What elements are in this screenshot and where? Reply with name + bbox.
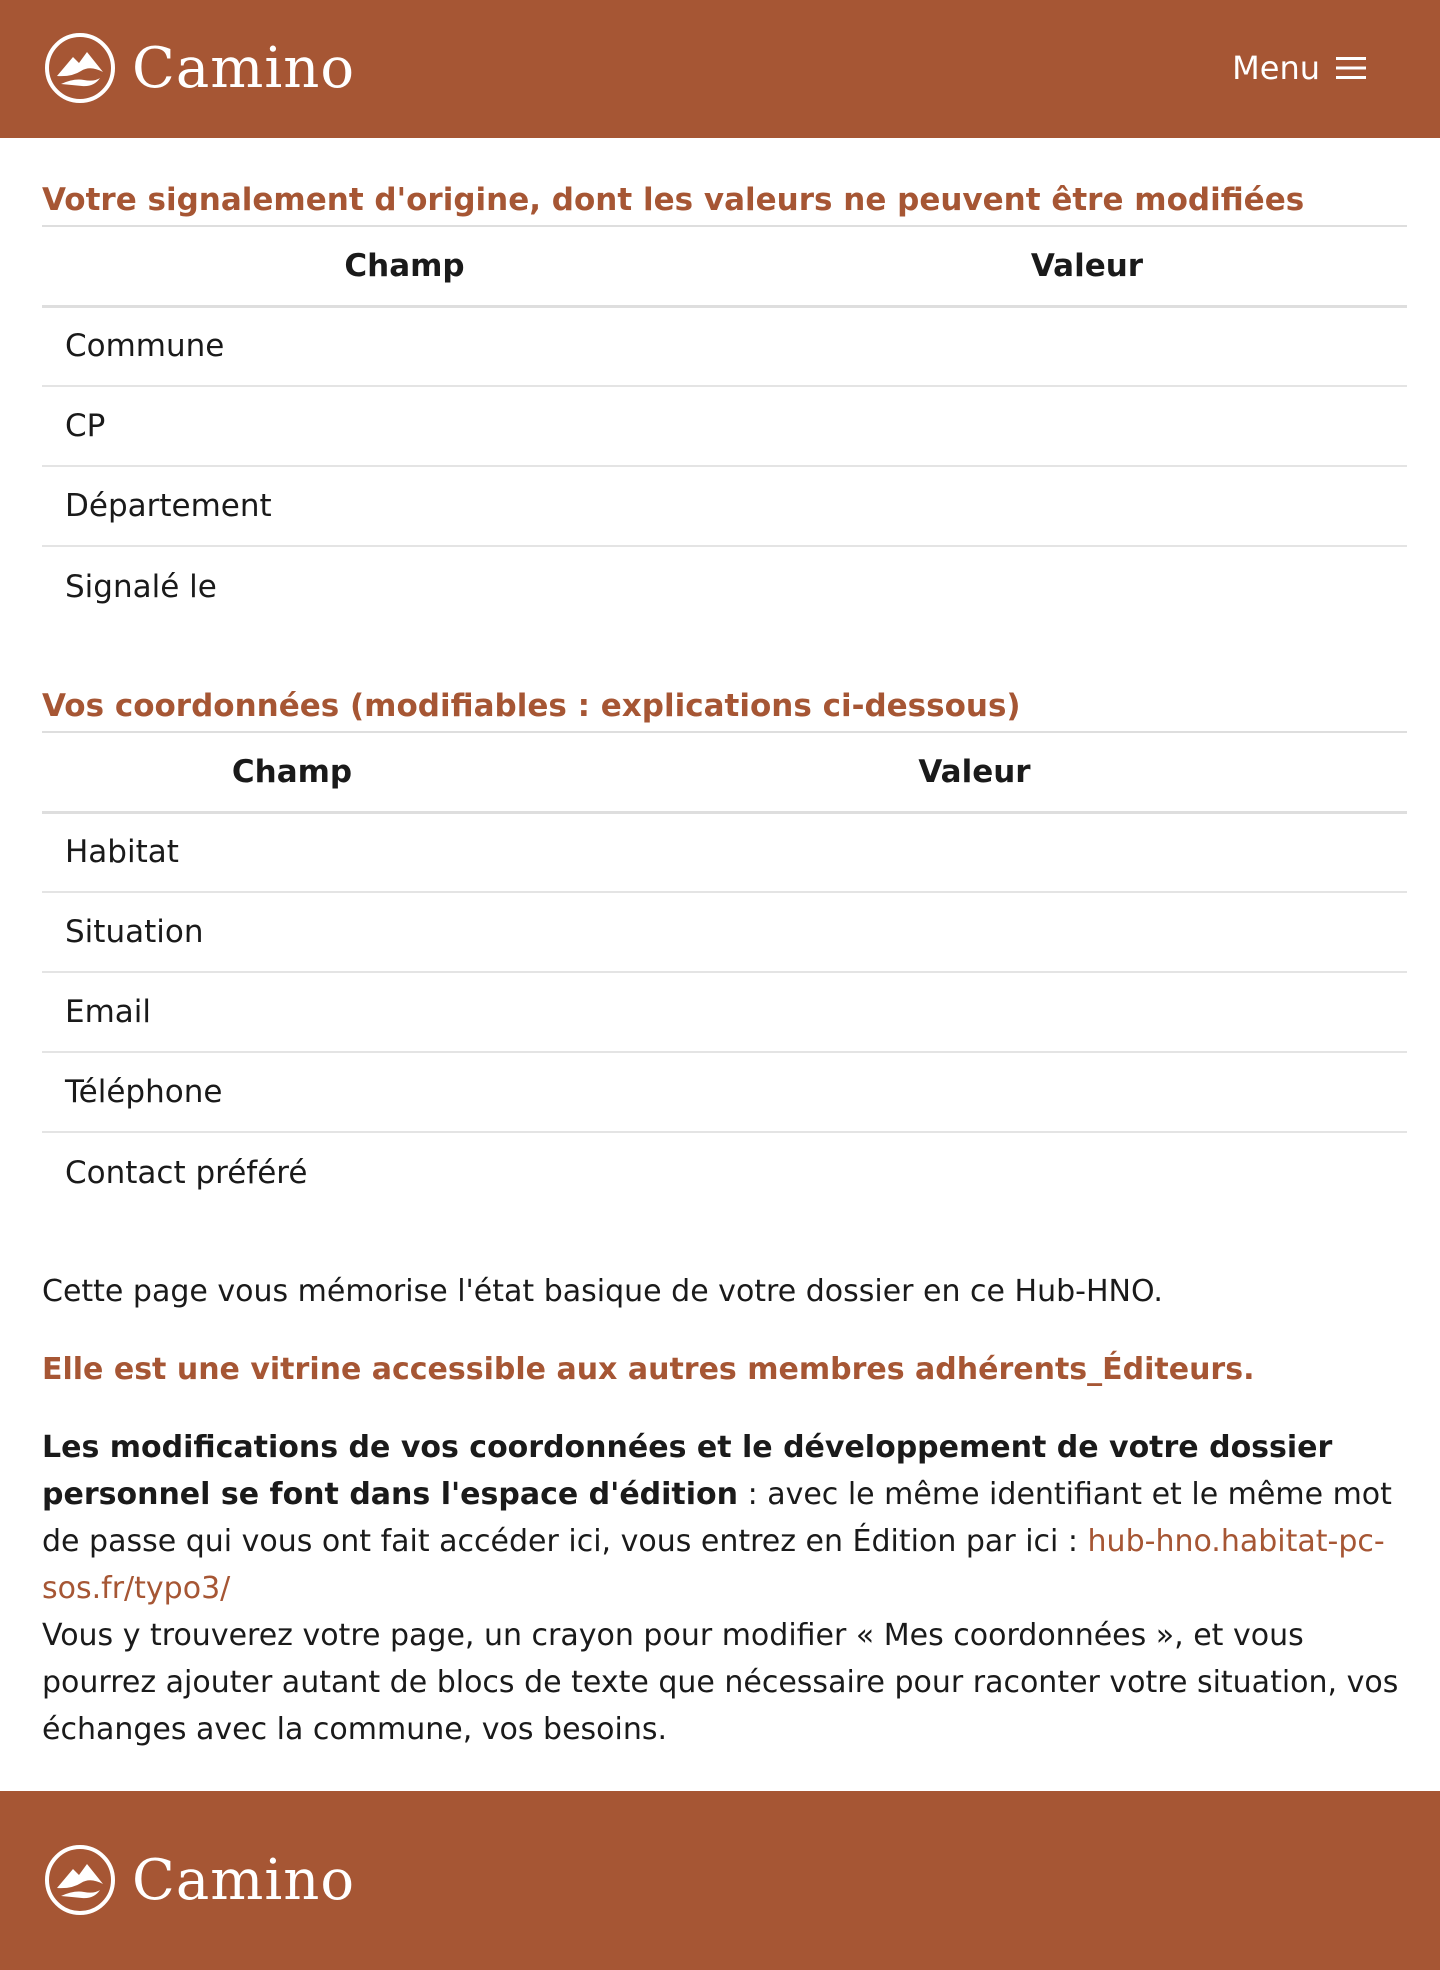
camino-logo-icon [44, 1844, 116, 1916]
info-paragraph-basic-state: Cette page vous mémorise l'état basique de votre dossier en ce Hub-HNO. [42, 1274, 1163, 1309]
section-title-original-report: Votre signalement d'origine, dont les valeurs ne peuvent être modifiées [42, 182, 1305, 218]
footer-brand-link[interactable] [44, 1844, 355, 1916]
table-header-row [42, 732, 1407, 812]
original-report-table [42, 225, 1407, 626]
menu-button[interactable] [1232, 44, 1368, 92]
editing-bold-text: Les modifications de vos coordonnées et le développement de votre dossier personnel se font dans l'espace d'édition [42, 1430, 1333, 1512]
field-label-cp: CP [42, 386, 767, 466]
brand-home-link[interactable] [44, 32, 355, 104]
field-label-situation: Situation [42, 892, 542, 972]
field-value-habitat [542, 812, 1407, 892]
table-row [42, 892, 1407, 972]
footer-brand-name: Camino [132, 1848, 356, 1913]
field-value-contact-prefere [542, 1132, 1407, 1212]
editing-tail-text: Vous y trouverez votre page, un crayon pour modifier « Mes coordonnées », et vous pourrez ajouter autant de blocs de texte que nécessaire pour raconter votre situation, vos échanges avec la commune, vos besoins. [42, 1618, 1399, 1747]
field-label-signale-le: Signalé le [65, 568, 217, 605]
brand-name: Camino [132, 36, 356, 101]
field-value-signale-le [767, 546, 1407, 626]
typo3-edit-link[interactable]: hub-hno.habitat-pc-sos.fr/typo3/ [42, 1524, 1385, 1606]
table-row [42, 1132, 1407, 1212]
field-label-contact-prefere: Contact préféré [65, 1154, 308, 1191]
field-label-commune: Commune [42, 306, 767, 386]
field-value-telephone [542, 1052, 1407, 1132]
table-header-row [42, 226, 1407, 306]
field-value-departement [767, 466, 1407, 546]
table-row [42, 1052, 1407, 1132]
field-value-situation [542, 892, 1407, 972]
table-row [42, 386, 1407, 466]
camino-logo-icon [44, 32, 116, 104]
field-label-email: Email [42, 972, 542, 1052]
table-row [42, 466, 1407, 546]
info-paragraph-editing [42, 1424, 1407, 1753]
table-row [42, 306, 1407, 386]
field-label-telephone: Téléphone [42, 1052, 542, 1132]
menu-label: Menu [1232, 49, 1320, 87]
table-row [42, 972, 1407, 1052]
table-row [42, 812, 1407, 892]
field-value-commune [767, 306, 1407, 386]
column-header-champ: Champ [42, 226, 767, 306]
field-value-email [542, 972, 1407, 1052]
contact-details-table [42, 731, 1407, 1212]
column-header-valeur: Valeur [767, 226, 1407, 306]
table-row [42, 546, 1407, 626]
field-value-cp [767, 386, 1407, 466]
column-header-champ: Champ [42, 732, 542, 812]
section-title-contact-details: Vos coordonnées (modifiables : explications ci-dessous) [42, 688, 1021, 724]
info-paragraph-showcase: Elle est une vitrine accessible aux autres membres adhérents_Éditeurs. [42, 1352, 1255, 1387]
hamburger-icon [1334, 53, 1368, 83]
site-footer [0, 1791, 1440, 1970]
editing-text: : avec le même identifiant et le même mot de passe qui vous ont fait accéder ici, vous entrez en Édition par ici : [42, 1477, 1392, 1559]
column-header-valeur: Valeur [542, 732, 1407, 812]
field-label-departement: Département [42, 466, 767, 546]
field-label-habitat: Habitat [42, 812, 542, 892]
site-header [0, 0, 1440, 138]
